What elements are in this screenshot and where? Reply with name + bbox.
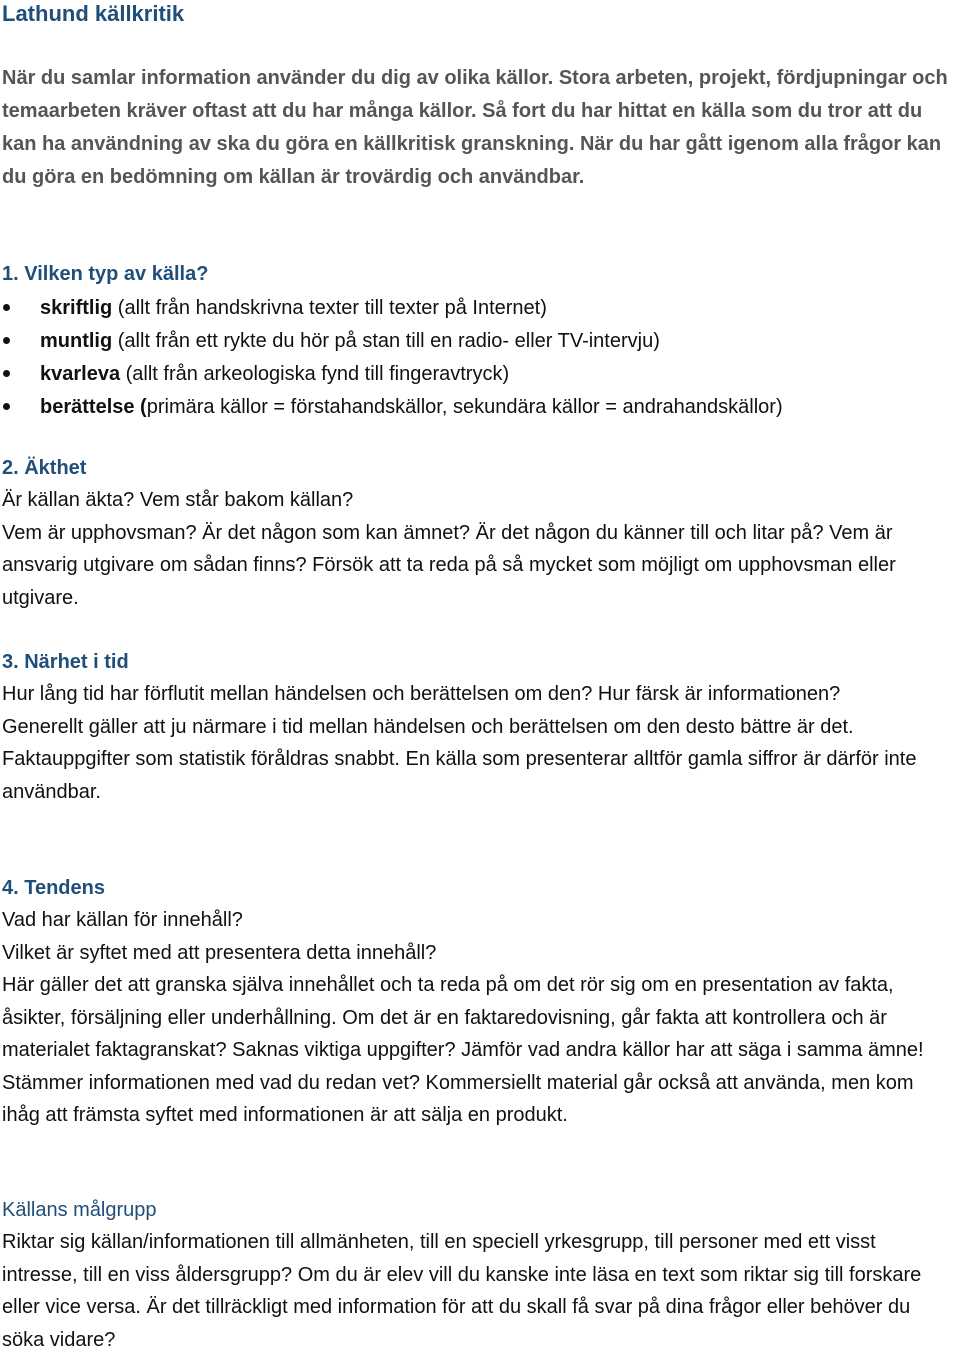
section-4-body bbox=[2, 904, 956, 1132]
list-item bbox=[0, 358, 956, 391]
list-item-term: muntlig bbox=[40, 330, 113, 352]
bullet-icon bbox=[3, 370, 10, 377]
section-4-line-1: Vad har källan för innehåll? bbox=[2, 909, 243, 931]
section-5-heading: Källans målgrupp bbox=[2, 1199, 157, 1221]
list-item bbox=[0, 325, 956, 358]
source-type-list bbox=[0, 292, 956, 424]
list-item bbox=[0, 292, 956, 325]
section-4-heading: 4. Tendens bbox=[2, 877, 105, 899]
section-3-heading: 3. Närhet i tid bbox=[2, 651, 129, 673]
section-2-heading: 2. Äkthet bbox=[2, 457, 87, 479]
list-item bbox=[0, 391, 956, 424]
list-item-text: (allt från ett rykte du hör på stan till en radio- eller TV-intervju) bbox=[112, 330, 660, 352]
section-4-paragraph: Här gäller det att granska själva innehållet och ta reda på om det rör sig om en presentation av fakta, åsikter, försäljning eller underhållning. Om det är en faktaredovisning, går fakta att kontrollera och är materialet faktagranskat? Saknas viktiga uppgifter? Jämför vad andra källor har att säga i samma ämne! Stämmer informationen med vad du redan vet? Kommersiellt material går också att använda, men kom ihåg att främsta syftet med informationen är att sälja en produkt. bbox=[2, 974, 924, 1126]
section-4-line-2: Vilket är syftet med att presentera detta innehåll? bbox=[2, 941, 437, 964]
bullet-icon bbox=[3, 337, 10, 344]
intro-paragraph: När du samlar information använder du dig av olika källor. Stora arbeten, projekt, fördjupningar och temaarbeten kräver oftast att du har många källor. Så fort du har hittat en källa som du tror att du kan ha användning av ska du göra en källkritisk granskning. När du har gått igenom alla frågor kan du göra en bedömning om källan är trovärdig och användbar. bbox=[2, 67, 948, 188]
list-item-text: (allt från arkeologiska fynd till fingeravtryck) bbox=[120, 363, 510, 385]
list-item-text: (allt från handskrivna texter till texter på Internet) bbox=[112, 297, 547, 319]
list-item-term: skriftlig bbox=[40, 297, 113, 319]
section-3-paragraph-2: Generellt gäller att ju närmare i tid mellan händelsen och berättelsen om den desto bättre är det. Faktauppgifter som statistik föråldras snabbt. En källa som presenterar alltför gamla siffror är därför inte användbar. bbox=[2, 715, 917, 803]
section-2-line-2: Vem är upphovsman? Är det någon som kan ämnet? Är det någon du känner till och litar på? Vem är ansvarig utgivare om sådan finns? Försök att ta reda på så mycket som möjligt om upphovsman eller utgivare. bbox=[2, 521, 896, 609]
section-2-line-1: Är källan äkta? Vem står bakom källan? bbox=[2, 489, 354, 511]
section-1-heading: 1. Vilken typ av källa? bbox=[2, 263, 209, 285]
list-item-text: primära källor = förstahandskällor, sekundära källor = andrahandskällor) bbox=[146, 396, 783, 418]
document-title: Lathund källkritik bbox=[2, 1, 185, 26]
section-3-paragraph-1: Hur lång tid har förflutit mellan händelsen och berättelsen om den? Hur färsk är informationen? bbox=[2, 683, 841, 705]
section-5-body bbox=[2, 1226, 956, 1356]
bullet-icon bbox=[3, 403, 10, 410]
section-2-body bbox=[2, 484, 956, 614]
list-item-term: kvarleva bbox=[40, 363, 121, 385]
bullet-icon bbox=[3, 304, 10, 311]
section-5-paragraph: Riktar sig källan/informationen till allmänheten, till en speciell yrkesgrupp, till personer med ett visst intresse, till en viss åldersgrupp? Om du är elev vill du kanske inte läsa en text som riktar sig till forskare eller vice versa. Är det tillräckligt med information för att du skall få svar på dina frågor eller behöver du söka vidare? bbox=[2, 1231, 922, 1351]
list-item-term: berättelse ( bbox=[40, 396, 147, 418]
section-3-body bbox=[2, 678, 956, 808]
